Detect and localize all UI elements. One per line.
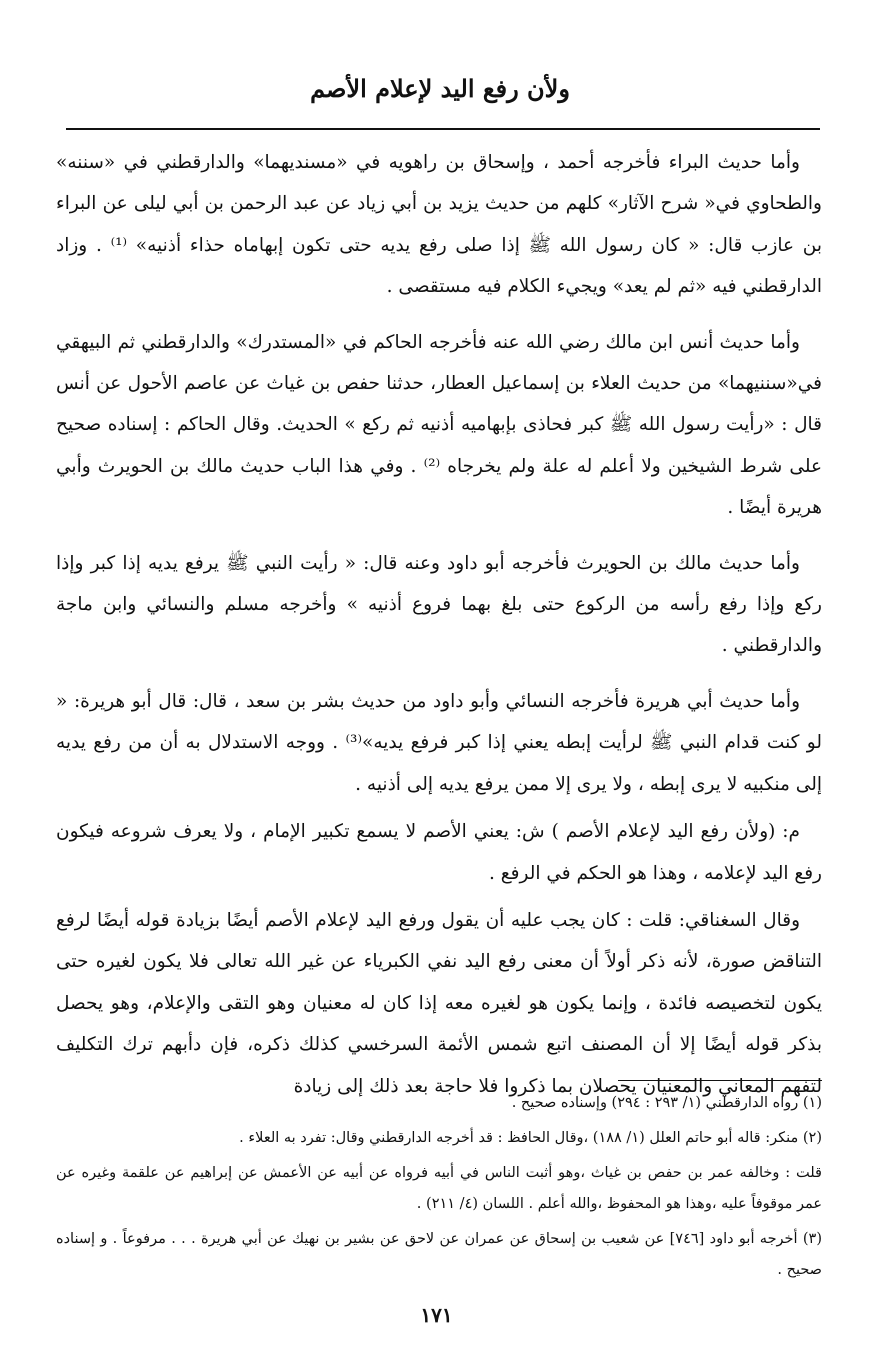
paragraph-anas: وأما حديث أنس ابن مالك رضي الله عنه فأخرجه الحاكم في «المستدرك» والدارقطني ثم البيهقي في«سننيهما» من حديث العلاء بن إسماعيل العطار، حدثنا حفص بن غياث عن عاصم الأحول عن أنس قال : «رأيت رسول الله ﷺ كبر فحاذى بإبهاميه أذنيه ثم ركع » الحديث. وقال الحاكم : إسناده صحيح على شرط الشيخين ولا أعلم له علة ولم يخرجاه ⁽²⁾ . وفي هذا الباب حديث مالك بن الحويرث وأبي هريرة أيضًا . <box>56 331 822 519</box>
footnotes <box>56 1088 822 1290</box>
footnote-1: (١) رواه الدارقطني (١/ ٢٩٣ : ٢٩٤) وإسناده صحيح . <box>511 1095 822 1111</box>
paragraph-matn-commentary: م: (ولأن رفع اليد لإعلام الأصم ) ش: يعني الأصم لا يسمع تكبير الإمام ، ولا يعرف شروعه فيكون رفع اليد لإعلامه ، وهذا هو الحكم في الرفع . <box>56 821 822 884</box>
footnote-2: (٢) منكر: قاله أبو حاتم العلل (١/ ١٨٨) ،وقال الحافظ : قد أخرجه الدارقطني وقال: تفرد به العلاء . <box>239 1130 822 1146</box>
paragraph-sighnaqi: وقال السغناقي: قلت : كان يجب عليه أن يقول ورفع اليد لإعلام الأصم أيضًا بزيادة قوله أيضًا لرفع التناقض صورة، لأنه ذكر أولاً أن معنى رفع اليد نفي الكبرياء عن غير الله تعالى فلا يكون لغيره حتى يكون لتخصيصه فائدة ، وإنما يكون هو لغيره معه إذا كان له معنيان وهو التقى والإعلام، وهو يحصل بذكر قوله أيضًا إلا أن المصنف اتبع شمس الأئمة السرخسي كذلك ذكره، فإن دأبهم ترك التكليف لتفهم المعاني والمعنيان يحصلان بما ذكروا فلا حاجة بعد ذلك إلى زيادة <box>56 909 822 1097</box>
footnote-2-continued: قلت : وخالفه عمر بن حفص بن غياث ،وهو أثبت الناس في أبيه فرواه عن أبيه عن الأعمش عن إبراهيم عن علقمة وغيره عن عمر موقوفاً عليه ،وهذا هو المحفوظ ،والله أعلم . اللسان (٤/ ٢١١) . <box>56 1165 822 1212</box>
header-divider <box>66 128 820 130</box>
paragraph-abu-hurayra: وأما حديث أبي هريرة فأخرجه النسائي وأبو داود من حديث بشر بن سعد ، قال: قال أبو هريرة: « لو كنت قدام النبي ﷺ لرأيت إبطه يعني إذا كبر فرفع يديه»⁽³⁾ . ووجه الاستدلال به أن من رفع يديه إلى منكبيه لا يرى إبطه ، ولا يرى إلا ممن يرفع يديه إلى أذنيه . <box>56 690 822 795</box>
page-number: ١٧١ <box>420 1303 453 1327</box>
paragraph-malik: وأما حديث مالك بن الحويرث فأخرجه أبو داود وعنه قال: « رأيت النبي ﷺ يرفع يديه إذا كبر وإذا ركع وإذا رفع رأسه من الركوع حتى بلغ بهما فروع أذنيه » وأخرجه مسلم والنسائي وابن ماجة والدارقطني . <box>56 552 822 657</box>
footnote-divider <box>618 1080 822 1081</box>
running-header: ولأن رفع اليد لإعلام الأصم <box>310 74 570 103</box>
main-text <box>56 142 822 1121</box>
paragraph-bara: وأما حديث البراء فأخرجه أحمد ، وإسحاق بن راهويه في «مسنديهما» والدارقطني في «سننه» والطحاوي في« شرح الآثار» كلهم من حديث يزيد بن أبي زياد عن عبد الرحمن بن أبي ليلى عن البراء بن عازب قال: « كان رسول الله ﷺ إذا صلى رفع يديه حتى تكون إبهاماه حذاء أذنيه» ⁽¹⁾ . وزاد الدارقطني فيه «ثم لم يعد» ويجيء الكلام فيه مستقصى . <box>56 152 823 298</box>
footnote-3: (٣) أخرجه أبو داود [٧٤٦] عن شعيب بن إسحاق عن عمران عن لاحق عن بشير بن نهيك عن أبي هريرة . . . مرفوعاً . و إسناده صحيح . <box>56 1231 822 1278</box>
